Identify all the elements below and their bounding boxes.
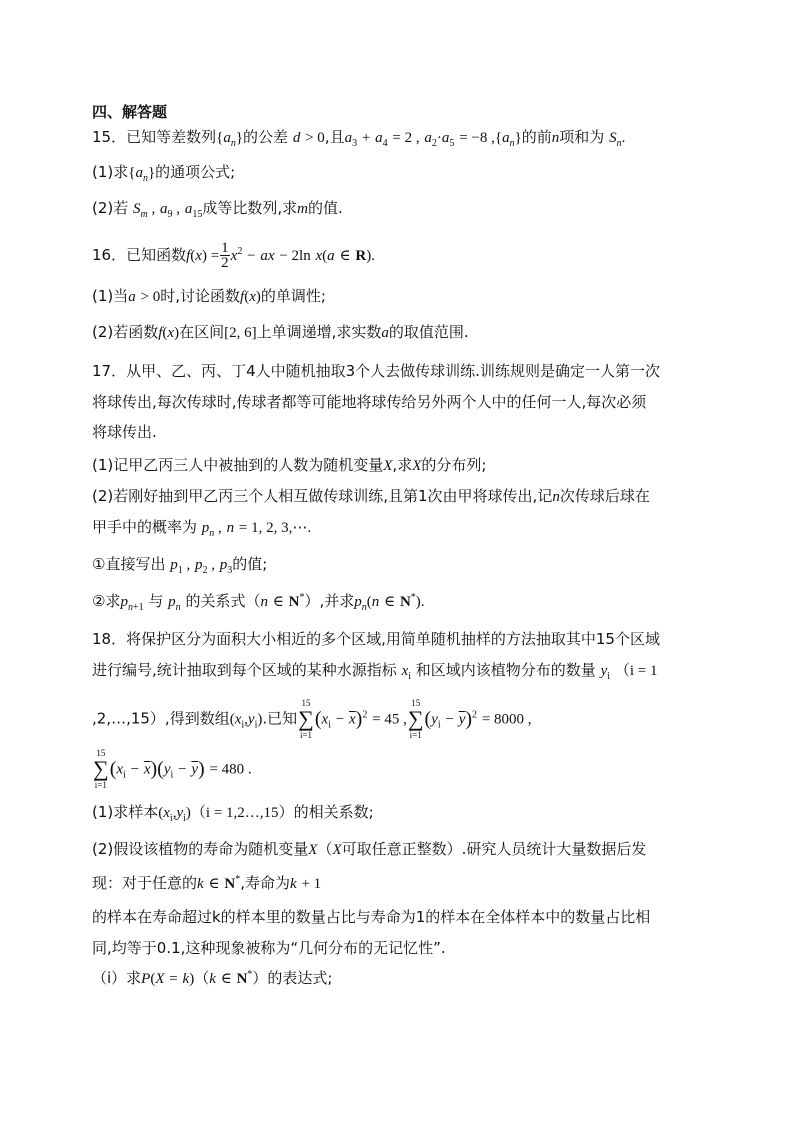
q18-number: 18．	[92, 630, 127, 648]
q18-part1-text: （	[190, 803, 206, 821]
q18-part2-text: ,寿命为	[240, 874, 290, 892]
q16-part2-end: 上单调递增,求实数	[256, 323, 382, 341]
q16-part2-mid: 在区间	[179, 323, 225, 341]
q17-stem-text: 从甲、乙、丙、丁4人中随机抽取3个人去做传球训练.训练规则是确定一人第一次	[126, 362, 660, 380]
q16-stem: 16．已知函数f(x) = $\frac{1}{2}$ $x^2$ − ax − 2ln x(a ∈ R).	[92, 240, 375, 271]
q17-sub2-text: 与	[148, 592, 164, 610]
q16-number: 16．	[92, 246, 127, 264]
q17-part2-line1: (2)若刚好抽到甲乙丙三个人相互做传球训练,且第1次由甲将球传出,记n次传球后球在	[92, 487, 650, 505]
section-title: 四、解答题	[92, 103, 168, 121]
q18-part2-text: 可取任意正整数）.研究人员统计大量数据后发	[341, 840, 647, 858]
q17-stem-line3: 将球传出.	[92, 423, 157, 441]
q15-part2-label: (2)若	[92, 199, 129, 217]
q15-stem-text: ,且	[324, 128, 345, 146]
q18-stem-text: ,2,…,15）,得到数组	[92, 709, 230, 728]
q17-part1: (1)记甲乙丙三人中被抽到的人数为随机变量X,求X的分布列;	[92, 456, 487, 474]
q17-part1-text: 的分布列;	[421, 456, 487, 474]
q17-number: 17．	[92, 362, 127, 380]
q18-part1-text: ）的相关系数;	[278, 803, 374, 821]
q18-stem-line4: 15 ∑ i=1 $(x_i - \overline{x})(y_i - \overline{y}) = 480$ .	[93, 748, 252, 790]
q15-part1: (1)求$\{a_n\}$的通项公式;	[92, 163, 236, 184]
q17-part2-text: (2)若刚好抽到甲乙丙三个人相互做传球训练,且第1次由甲将球传出,记	[92, 487, 553, 505]
q17-part2-line2: 甲手中的概率为 $p_n$ , n = 1, 2, 3,⋯.	[92, 518, 312, 539]
q15-part1-text: 的通项公式;	[155, 163, 236, 181]
q18-stem-line1	[92, 629, 660, 649]
q15-number: 15．	[92, 128, 127, 146]
q16-stem-text: 已知函数	[126, 246, 187, 264]
q15-stem-text: 的公差	[243, 128, 289, 146]
q18-part1-text: (1)求样本	[92, 803, 159, 821]
q18-part2-text: 现：对于任意的	[92, 874, 198, 892]
q17-part2-text: 甲手中的概率为	[92, 518, 198, 536]
q18-sub-i-text: ）的表达式;	[252, 969, 333, 987]
q15-stem: 15．已知等差数列$\{a_n\}$的公差 d > 0,且$a_3 + a_4 = 2$ , $a_2\cdot a_5 = -8$ $,\{a_n\}$的前n项和为 $S_n$.	[92, 128, 626, 149]
q16-part1: (1)当a > 0时,讨论函数f(x)的单调性;	[92, 287, 326, 305]
q15-part2-end: 的值.	[307, 199, 343, 217]
q18-sub-i: （ⅰ）求P(X = k)（k ∈ N*）的表达式;	[92, 969, 333, 987]
q15-part2-text: 成等比数列,求	[202, 199, 298, 217]
q18-part2-line3: 的样本在寿命超过k的样本里的数量占比与寿命为1的样本在全体样本中的数量占比相	[92, 908, 651, 926]
q18-stem-text: .已知	[262, 709, 298, 728]
q15-stem-text: 已知等差数列	[126, 128, 217, 146]
q18-part2-text: (2)假设该植物的寿命为随机变量	[92, 840, 309, 858]
q18-part1: (1)求样本$(x_i,y_i)(i$ = 1,2…,15）的相关系数;	[92, 803, 374, 824]
q15-part2: (2)若 $S_m$ , $a_9$ , $a_{15}$成等比数列,求m的值.	[92, 199, 343, 220]
q16-part1-mid: 时,讨论函数	[160, 287, 241, 305]
q17-sub2-text: 的关系式（	[185, 592, 261, 610]
q16-part2-end: 的取值范围.	[388, 323, 469, 341]
q15-part1-label: (1)求	[92, 163, 129, 181]
q17-sub2: ②求$p_{n+1}$ 与 $p_n$ 的关系式（n ∈ N*）,并求$p_n(n$ ∈ N*).	[92, 592, 425, 613]
q17-sub1-text: ①直接写出	[92, 555, 166, 573]
q16-part1-end: 的单调性;	[260, 287, 326, 305]
q15-stem-text: 项和为	[559, 128, 605, 146]
q17-sub2-text: ）,并求	[304, 592, 355, 610]
q17-part2-text: 次传球后球在	[559, 487, 650, 505]
q16-part2-label: (2)若函数	[92, 323, 159, 341]
q18-part2-line2: 现：对于任意的k ∈ N*,寿命为k + 1	[92, 874, 322, 892]
q18-part2-line4: 同,均等于0.1,这种现象被称为“几何分布的无记忆性”.	[92, 939, 446, 957]
q17-sub1-text: 的值;	[232, 555, 268, 573]
q18-stem-text: 进行编号,统计抽取到每个区域的某种水源指标	[92, 661, 397, 679]
q17-sub2-text: ②求	[92, 592, 121, 610]
q18-sub-i-label: （ⅰ）求	[92, 969, 142, 987]
q17-part1-text: ,求	[392, 456, 413, 474]
q16-part1-label: (1)当	[92, 287, 129, 305]
q18-stem-line3: ,2,…,15）,得到数组$(x_i,y_i)$.已知 15 ∑ i=1 $(x_i - \overline{x})^2 = 45$ , 15 ∑ i=1 $(y_i - \overline{y})^2 = 8000$ ,	[92, 698, 532, 740]
q17-stem-line2: 将球传出,每次传球时,传球者都等可能地将球传给另外两个人中的任何一人,每次必须	[92, 393, 647, 411]
q15-stem-text: 的前	[521, 128, 552, 146]
q18-part2-text: （	[317, 840, 333, 858]
q18-stem-text: 将保护区分为面积大小相近的多个区域,用简单随机抽样的方法抽取其中15个区域	[126, 630, 660, 648]
q16-part2: (2)若函数f(x)在区间[2, 6]上单调递增,求实数a的取值范围.	[92, 323, 469, 341]
q18-part2-line1: (2)假设该植物的寿命为随机变量X（X可取任意正整数）.研究人员统计大量数据后发	[92, 840, 647, 858]
q17-part1-text: (1)记甲乙丙三人中被抽到的人数为随机变量	[92, 456, 384, 474]
q18-stem-text: 和区域内该植物分布的数量	[415, 661, 596, 679]
q18-sub-i-text: （	[194, 969, 210, 987]
q18-stem-line2: 进行编号,统计抽取到每个区域的某种水源指标 $x_i$ 和区域内该植物分布的数量 $y_i$ （i = 1	[92, 661, 658, 682]
q17-sub1: ①直接写出 $p_1$ , $p_2$ , $p_3$的值;	[92, 555, 268, 576]
q18-stem-text: （	[614, 661, 630, 679]
q17-stem-line1	[92, 361, 660, 381]
